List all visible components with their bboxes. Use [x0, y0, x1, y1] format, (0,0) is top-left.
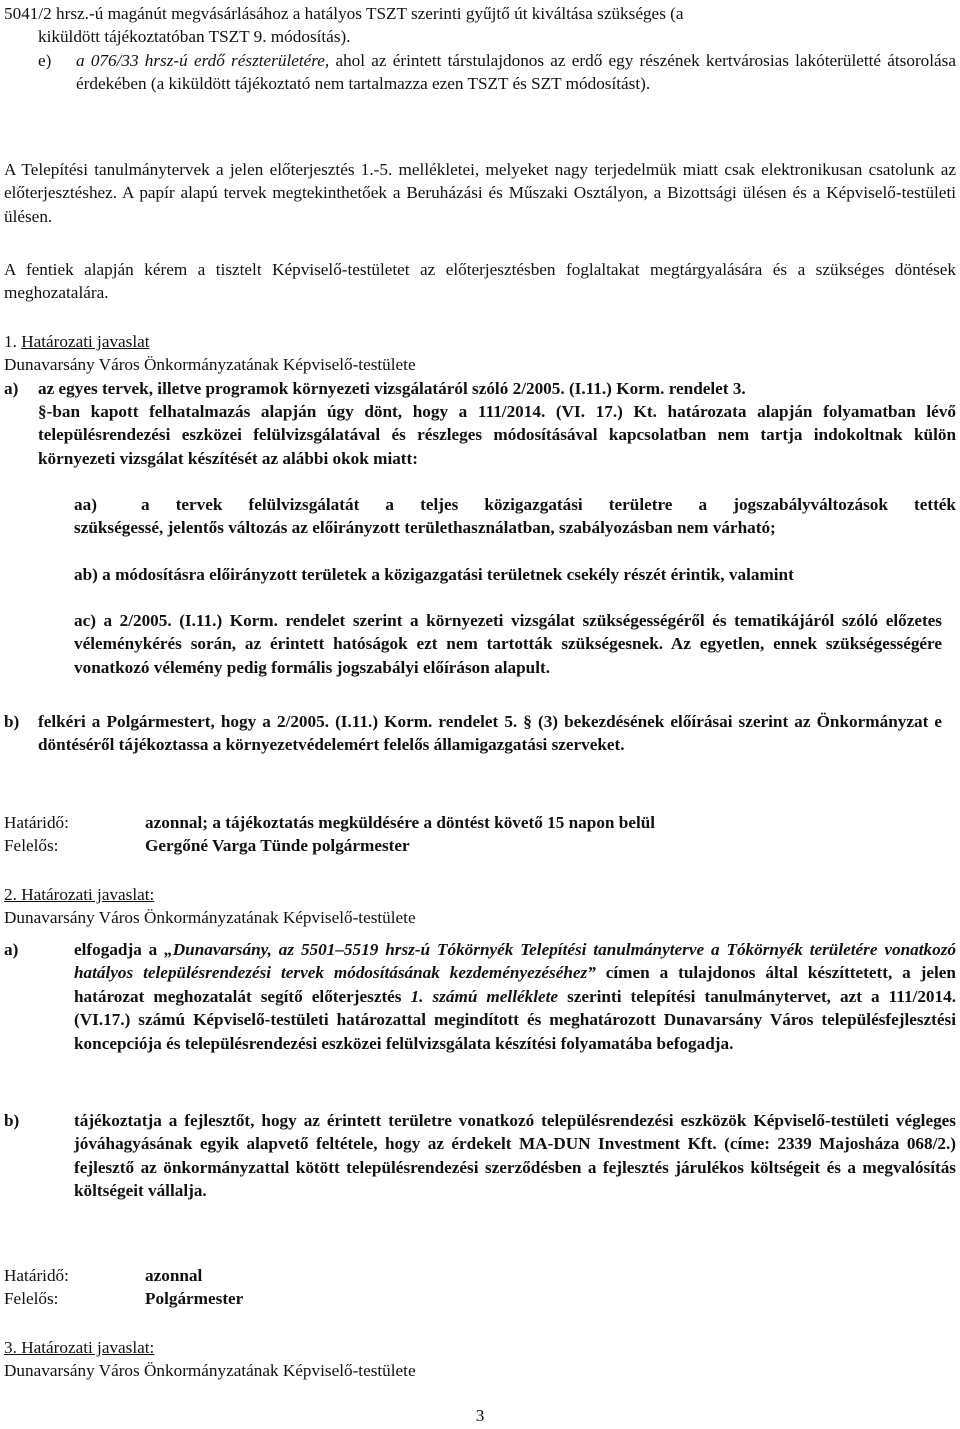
- intro-line-1: 5041/2 hrsz.-ú magánút megvásárlásához a hatályos TSZT szerinti gyűjtő út kiváltása szükséges (a: [4, 4, 684, 23]
- res2-a-italic-annex: 1. számú melléklete: [410, 986, 559, 1006]
- res2-a-part-2: címen a tulajdonos által készíttetett, a jelen határozat meghozatalát segítő előterjesztés: [74, 963, 956, 1006]
- item-e-rest: ahol az érintett társtulajdonos az erdő egy részének kertvárosias lakóterületté átsorolása érdekében (a kiküldött tájékoztató nem tartalmazza ezen TSZT és SZT módosítást).: [76, 51, 956, 94]
- res1-deadline-label: Határidő:: [4, 813, 69, 832]
- res2-a-marker: a): [4, 940, 19, 959]
- item-e-marker: e): [38, 51, 52, 70]
- res1-responsible: Gergőné Varga Tünde polgármester: [145, 836, 410, 855]
- res2-a-text: [74, 938, 956, 1055]
- resolution-2-title: 2. Határozati javaslat:: [4, 885, 155, 904]
- res1-b-marker: b): [4, 712, 20, 731]
- resolution-1-body: Dunavarsány Város Önkormányzatának Képviselő-testülete: [4, 355, 416, 374]
- res2-b-marker: b): [4, 1111, 20, 1130]
- res1-responsible-label: Felelős:: [4, 836, 59, 855]
- res1-ac: ac) a 2/2005. (I.11.) Korm. rendelet szerint a környezeti vizsgálat szükségességéről és tematikájáról szóló előzetes véleménykérés során, az érintett hatóságok ezt nem tartották szükségesnek. Az egyetlen, ennek szükségességére vonatkozó vélemény pedig formális jogszabályi előíráson alapult.: [74, 611, 942, 677]
- resolution-1-heading: [4, 330, 150, 353]
- res1-a-line-1: az egyes tervek, illetve programok környezeti vizsgálatáról szóló 2/2005. (I.11.) Korm. rendelet 3.: [38, 379, 746, 398]
- res2-a-part-1: elfogadja a: [74, 940, 158, 959]
- res1-aa-marker: aa): [74, 495, 97, 514]
- paragraph-request: A fentiek alapján kérem a tisztelt Képviselő-testületet az előterjesztésben foglaltakat megtárgyalására és a szükséges döntések meghozatalára.: [4, 260, 956, 303]
- res1-a-marker: a): [4, 379, 19, 398]
- res1-aa-rest: szükségessé, jelentős változás az előirányzott területhasználatban, szabályozásban nem várható;: [74, 518, 776, 537]
- item-e-text: [76, 49, 956, 96]
- resolution-2-body: Dunavarsány Város Önkormányzatának Képviselő-testülete: [4, 908, 416, 927]
- res2-responsible: Polgármester: [145, 1289, 244, 1308]
- res1-deadline: azonnal; a tájékoztatás megküldésére a döntést követő 15 napon belül: [145, 813, 656, 832]
- res2-deadline: azonnal: [145, 1266, 203, 1285]
- res2-deadline-label: Határidő:: [4, 1266, 69, 1285]
- resolution-3-title: 3. Határozati javaslat:: [4, 1338, 155, 1357]
- page-number: 3: [475, 1406, 485, 1425]
- resolution-3-body: Dunavarsány Város Önkormányzatának Képviselő-testülete: [4, 1361, 416, 1380]
- paragraph-plans: A Telepítési tanulmánytervek a jelen előterjesztés 1.-5. mellékletei, melyeket nagy terjedelmük miatt csak elektronikusan csatolunk az előterjesztéshez. A papír alapú tervek megtekinthetőek a Beruházási és Műszaki Osztályon, a Bizottsági ülésen és a Képviselő-testületi ülésen.: [4, 160, 956, 226]
- res1-a-rest: §-ban kapott felhatalmazás alapján úgy dönt, hogy a 111/2014. (VI. 17.) Kt. határozata alapján folyamatban lévő településrendezési eszközei felülvizsgálatával és részleges módosításával kapcsolatban nem tartja indokoltnak külön környezeti vizsgálat készítését az alábbi okok miatt:: [38, 402, 956, 468]
- res2-b-text: tájékoztatja a fejlesztőt, hogy az érintett területre vonatkozó településrendezési eszközök Képviselő-testületi végleges jóváhagyásának egyik alapvető feltétele, hogy az érdekelt MA-DUN Investment Kft. (címe: 2339 Majosháza 068/2.) fejlesztő az önkormányzattal kötött településrendezési szerződésben a fejlesztés járulékos költségeit és a megvalósítás költségeit vállalja.: [74, 1111, 956, 1201]
- res1-ab: ab) a módosításra előirányzott területek a közigazgatási területnek csekély részét érintik, valamint: [74, 565, 794, 584]
- resolution-1-number: 1.: [4, 332, 17, 351]
- res2-a-italic-title: „Dunavarsány, az 5501–5519 hrsz-ú Tókörnyék Telepítési tanulmányterve a Tókörnyék területére vonatkozó hatályos településrendezési tervek módosításának kezdeményezéséhez”: [74, 940, 956, 983]
- res2-responsible-label: Felelős:: [4, 1289, 59, 1308]
- intro-line-2: kiküldött tájékoztatóban TSZT 9. módosítás).: [38, 27, 351, 46]
- res1-aa-line-1: a tervek felülvizsgálatát a teljes közigazgatási területre a jogszabályváltozások tették: [141, 495, 956, 514]
- resolution-1-title: Határozati javaslat: [21, 332, 150, 351]
- item-e-italic: a 076/33 hrsz-ú erdő részterületére,: [76, 51, 330, 70]
- res2-a-part-3: szerinti telepítési tanulmánytervet, azt a 111/2014. (VI.17.) számú Képviselő-testületi határozattal megindított és meghatározott Dunavarsány Város településfejlesztési koncepciója és településrendezési eszközei felülvizsgálata készítési folyamatába befogadja.: [74, 986, 956, 1053]
- res1-b-text: felkéri a Polgármestert, hogy a 2/2005. (I.11.) Korm. rendelet 5. § (3) bekezdésének előírásai szerint az Önkormányzat e döntéséről tájékoztassa a környezetvédelemért felelős államigazgatási szerveket.: [38, 712, 942, 755]
